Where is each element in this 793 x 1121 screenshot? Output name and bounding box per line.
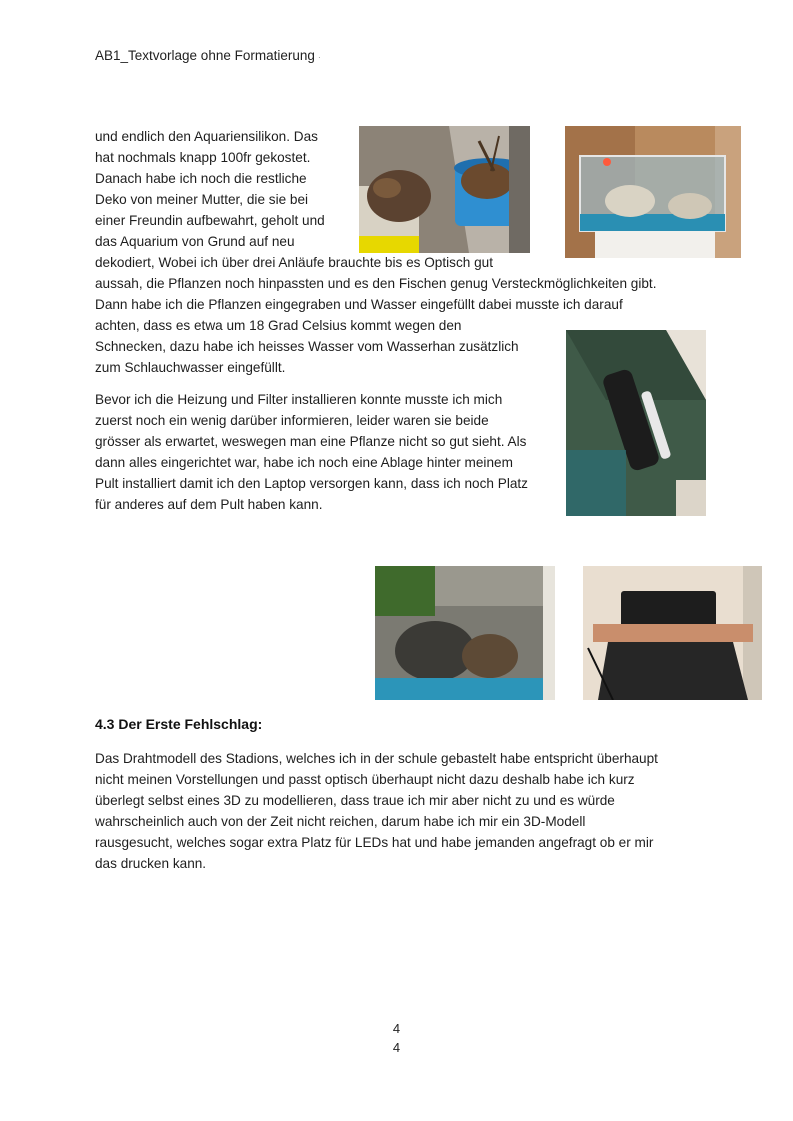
text-line: rausgesucht, welches sogar extra Platz für LEDs hat und habe jemanden angefragt ob er mir <box>95 835 654 850</box>
page-number: 4 <box>392 1040 401 1055</box>
text-line: zuerst noch ein wenig darüber informieren, leider waren sie beide <box>95 413 489 428</box>
text-line: Das Drahtmodell des Stadions, welches ich in der schule gebastelt habe entspricht überhaupt <box>95 751 658 766</box>
text-line: zum Schlauchwasser eingefüllt. <box>95 360 286 375</box>
text-line: wahrscheinlich auch von der Zeit nicht reichen, darum habe ich mir ein 3D-Modell <box>95 814 586 829</box>
image-icon <box>583 566 762 700</box>
photo-aquarium-filter <box>566 330 706 516</box>
text-line: das drucken kann. <box>95 856 207 871</box>
photo-decoration-bins <box>359 126 530 253</box>
text-line: hat nochmals knapp 100fr gekostet. <box>95 150 311 165</box>
image-icon <box>375 566 555 700</box>
text-line: das Aquarium von Grund auf neu <box>95 234 295 249</box>
text-line: überlegt selbst eines 3D zu modellieren, dass traue ich mir aber nicht zu und es würde <box>95 793 615 808</box>
text-line: für anderes auf dem Pult haben kann. <box>95 497 323 512</box>
text-line: einer Freundin aufbewahrt, geholt und <box>95 213 325 228</box>
text-line: und endlich den Aquariensilikon. Das <box>95 129 318 144</box>
text-line: grösser als erwartet, weswegen man eine Pflanze nicht so gut sieht. Als <box>95 434 527 449</box>
photo-aquarium-setup <box>565 126 741 258</box>
text-line: achten, dass es etwa um 18 Grad Celsius kommt wegen den <box>95 318 462 333</box>
image-icon <box>566 330 706 516</box>
page-header <box>95 48 321 63</box>
text-line: aussah, die Pflanzen noch hinpassten und es den Fischen genug Versteckmöglichkeiten gibt. <box>95 276 657 291</box>
text-line: Dann habe ich die Pflanzen eingegraben und Wasser eingefüllt dabei musste ich darauf <box>95 297 623 312</box>
photo-laptop-shelf <box>583 566 762 700</box>
text-line: Schnecken, dazu habe ich heisses Wasser vom Wasserhan zusätzlich <box>95 339 519 354</box>
header-title: AB1_Textvorlage ohne Formatierung <box>95 48 315 63</box>
image-icon <box>359 126 530 253</box>
photo-aquarium-decor-closeup <box>375 566 555 700</box>
text-line: Danach habe ich noch die restliche <box>95 171 307 186</box>
text-line: Deko von meiner Mutter, die sie bei <box>95 192 309 207</box>
image-icon <box>565 126 741 258</box>
text-line: dekodiert, Wobei ich über drei Anläufe brauchte bis es Optisch gut <box>95 255 493 270</box>
section-heading: 4.3 Der Erste Fehlschlag: <box>95 716 263 732</box>
text-line: dann alles eingerichtet war, habe ich noch eine Ablage hinter meinem <box>95 455 513 470</box>
text-line: nicht meinen Vorstellungen und passt optisch überhaupt nicht dazu deshalb habe ich kurz <box>95 772 635 787</box>
header-marker: · <box>317 52 321 62</box>
page-number: 4 <box>392 1021 401 1036</box>
text-line: Bevor ich die Heizung und Filter installieren konnte musste ich mich <box>95 392 503 407</box>
text-line: Pult installiert damit ich den Laptop versorgen kann, dass ich noch Platz <box>95 476 528 491</box>
